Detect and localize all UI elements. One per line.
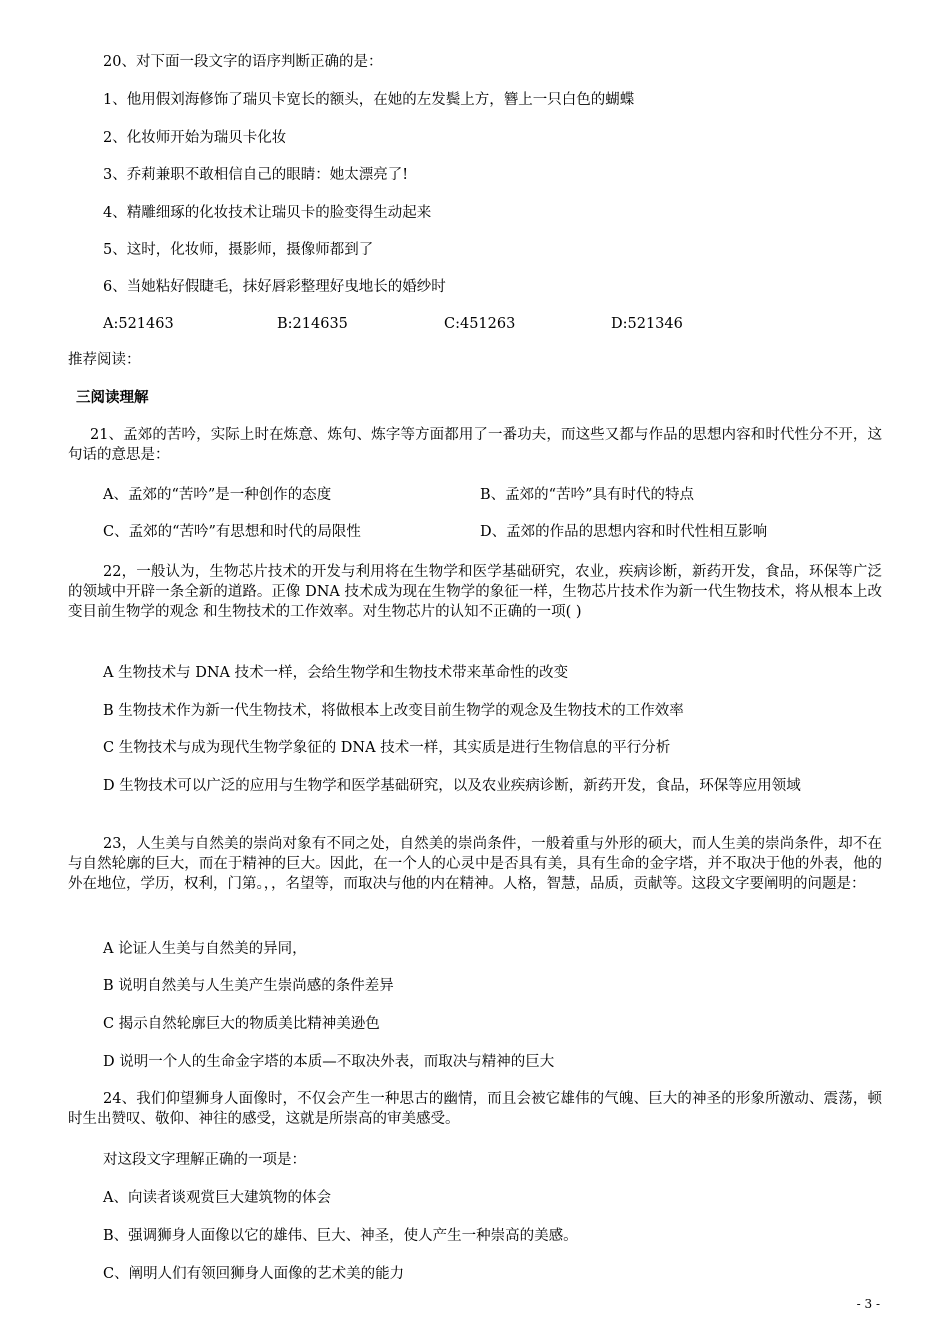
q20-item-6: 6、当她粘好假睫毛，抹好唇彩整理好曳地长的婚纱时 xyxy=(103,279,446,295)
q20-option-a: A:521463 xyxy=(103,316,174,332)
q22-option-b: B 生物技术作为新一代生物技术，将做根本上改变目前生物学的观念及生物技术的工作效率 xyxy=(103,703,684,719)
q21-option-c: C、孟郊的“苦吟”有思想和时代的局限性 xyxy=(103,524,361,540)
q20-item-5: 5、这时，化妆师，摄影师，摄像师都到了 xyxy=(103,242,374,258)
q24-option-a: A、向读者谈观赏巨大建筑物的体会 xyxy=(103,1190,331,1206)
q23-option-c: C 揭示自然轮廓巨大的物质美比精神美逊色 xyxy=(103,1016,380,1032)
q20-stem: 20、对下面一段文字的语序判断正确的是： xyxy=(103,54,383,70)
q24-option-c: C、阐明人们有领回狮身人面像的艺术美的能力 xyxy=(103,1266,405,1282)
q20-item-4: 4、精雕细琢的化妆技术让瑞贝卡的脸变得生动起来 xyxy=(103,205,432,221)
q24-option-b: B、强调狮身人面像以它的雄伟、巨大、神圣，使人产生一种崇高的美感。 xyxy=(103,1228,578,1244)
q20-item-2: 2、化妆师开始为瑞贝卡化妆 xyxy=(103,130,287,146)
q23-option-d: D 说明一个人的生命金字塔的本质—不取决外表，而取决与精神的巨大 xyxy=(103,1054,555,1070)
q24-stem: 24、我们仰望狮身人面像时，不仅会产生一种思古的幽情，而且会被它雄伟的气魄、巨大的神圣的形象所激动、震荡，顿时生出赞叹、敬仰、神往的感受，这就是所崇高的审美感受。 xyxy=(68,1091,882,1127)
q20-option-d: D:521346 xyxy=(611,316,683,332)
q22-option-c: C 生物技术与成为现代生物学象征的 DNA 技术一样，其实质是进行生物信息的平行分析 xyxy=(103,740,671,756)
q20-item-3: 3、乔莉兼职不敢相信自己的眼睛：她太漂亮了! xyxy=(103,167,409,183)
q20-option-c: C:451263 xyxy=(444,316,516,332)
q23-option-a: A 论证人生美与自然美的异同， xyxy=(103,941,307,957)
q22-option-d: D 生物技术可以广泛的应用与生物学和医学基础研究，以及农业疾病诊断，新药开发，食品，环保等应用领域 xyxy=(103,778,801,794)
q23-option-b: B 说明自然美与人生美产生崇尚感的条件差异 xyxy=(103,978,394,994)
recommend-label: 推荐阅读： xyxy=(68,352,141,368)
q21-stem: 21、孟郊的苦吟，实际上时在炼意、炼句、炼字等方面都用了一番功夫，而这些又都与作品的思想内容和时代性分不开，这句话的意思是： xyxy=(68,427,882,463)
section-title: 三阅读理解 xyxy=(76,389,149,406)
q21-option-b: B、孟郊的“苦吟”具有时代的特点 xyxy=(480,487,694,503)
q21-option-d: D、孟郊的作品的思想内容和时代性相互影响 xyxy=(480,524,768,540)
q21-option-a: A、孟郊的“苦吟”是一种创作的态度 xyxy=(103,487,332,503)
q20-item-1: 1、他用假刘海修饰了瑞贝卡宽长的额头，在她的左发鬓上方，簪上一只白色的蝴蝶 xyxy=(103,92,635,108)
q20-option-b: B:214635 xyxy=(277,316,348,332)
q23-stem: 23，人生美与自然美的崇尚对象有不同之处，自然美的崇尚条件，一般着重与外形的硕大，而人生美的崇尚条件，却不在与自然轮廓的巨大，而在于精神的巨大。因此，在一个人的心灵中是否具有美，具有生命的金字塔，并不取决于他的外表，他的外在地位，学历，权利，门第。，，名望等，而取决与他的内在精神。人格，智慧，品质，贡献等。这段文字要阐明的问题是： xyxy=(68,836,882,892)
page-number: - 3 - xyxy=(856,1297,880,1311)
q22-option-a: A 生物技术与 DNA 技术一样，会给生物学和生物技术带来革命性的改变 xyxy=(103,665,569,681)
q24-prompt: 对这段文字理解正确的一项是： xyxy=(103,1152,306,1168)
q22-stem: 22，一般认为，生物芯片技术的开发与利用将在生物学和医学基础研究，农业，疾病诊断，新药开发，食品，环保等广泛的领域中开辟一条全新的道路。正像 DNA 技术成为现在生物学的象征一样，生物芯片技术作为新一代生物技术，将从根本上改变目前生物学的观念 和生物技术的工作效率。对生物芯片的认知不正确的一项( ) xyxy=(68,564,882,620)
